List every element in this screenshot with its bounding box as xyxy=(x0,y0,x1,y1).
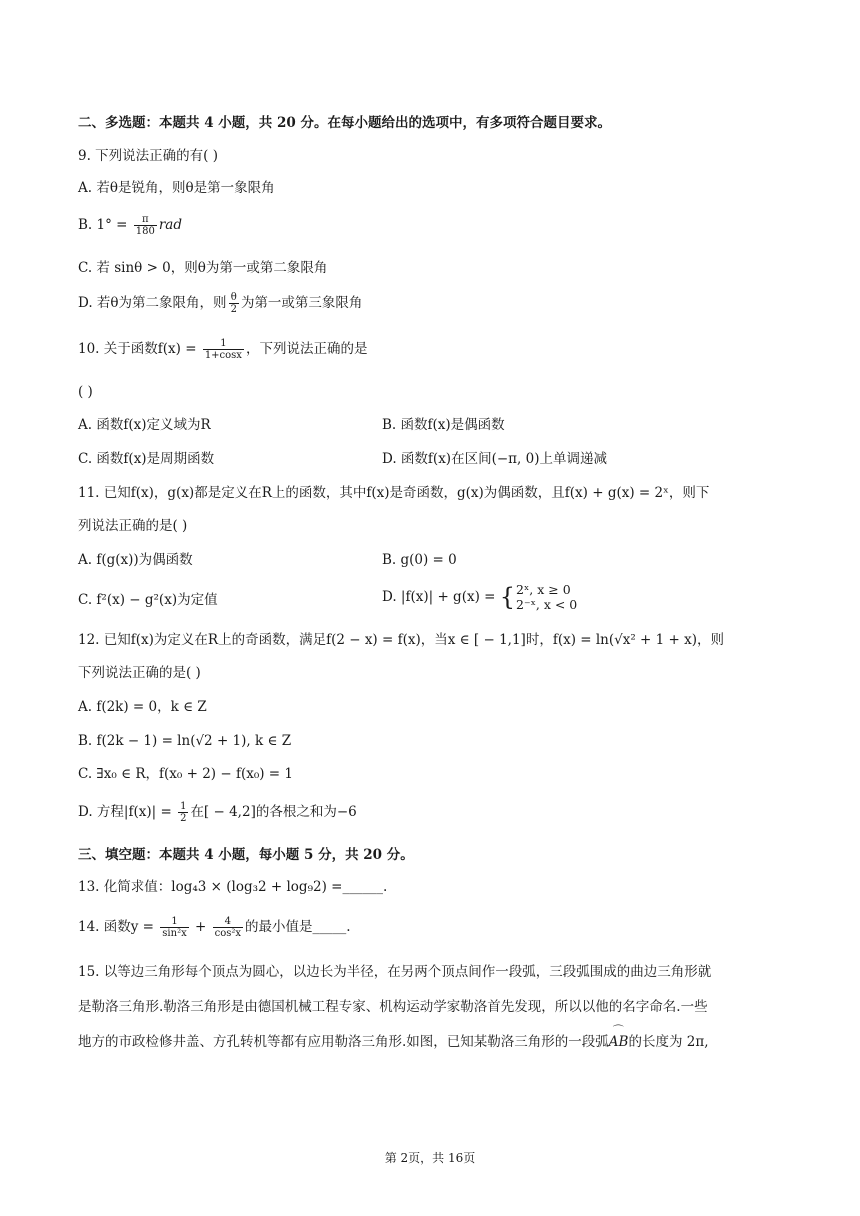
question-9-stem: 9. 下列说法正确的有( ) xyxy=(78,148,218,164)
fraction: $\frac{1}{2}$ xyxy=(180,801,187,824)
question-11-option-a: A. f(g(x))为偶函数 xyxy=(78,552,193,568)
question-9-option-d: D. 若θ为第二象限角，则 $\frac{\theta}{2}$ 为第一或第三象限角 xyxy=(78,292,363,315)
fraction: $\frac{4}{\text{cos²x}}$ xyxy=(214,916,242,939)
question-12-stem-line2: 下列说法正确的是( ) xyxy=(78,665,201,681)
fraction: $\frac{\pi}{180}$ xyxy=(135,214,155,237)
question-12-stem-line1: 12. 已知f(x)为定义在R上的奇函数，满足f(2 − x) = f(x)，当x ∈ [ − 1,1]时，f(x) = ln(√x² + 1 + x)，则 xyxy=(78,632,725,648)
question-10-option-c: C. 函数f(x)是周期函数 xyxy=(78,451,215,467)
section-header-multiple-choice: 二、多选题：本题共 4 小题，共 20 分。在每小题给出的选项中，有多项符合题目要求。 xyxy=(78,115,611,131)
question-12-option-b: B. f(2k − 1) = ln(√2 + 1), k ∈ Z xyxy=(78,733,292,749)
question-13: 13. 化简求值：log₄3 × (log₃2 + log₉2) =______. xyxy=(78,879,388,895)
question-11-option-b: B. g(0) = 0 xyxy=(382,552,457,568)
question-15-line1: 15. 以等边三角形每个顶点为圆心，以边长为半径，在另两个顶点间作一段弧，三段弧围成的曲边三角形就 xyxy=(78,964,712,980)
question-10-paren: ( ) xyxy=(78,384,93,400)
question-9-option-a: A. 若θ是锐角，则θ是第一象限角 xyxy=(78,180,275,196)
question-11-option-d: D. |f(x)| + g(x) = { 2ˣ, x ≥ 0 2⁻ˣ, x < 0 xyxy=(382,582,578,612)
question-15-line2: 是勒洛三角形.勒洛三角形是由德国机械工程专家、机构运动学家勒洛首先发现，所以以他的名字命名.一些 xyxy=(78,999,708,1015)
arc-icon: ⌒ xyxy=(612,1024,624,1037)
question-12-option-a: A. f(2k) = 0，k ∈ Z xyxy=(78,699,207,715)
question-10-option-a: A. 函数f(x)定义域为R xyxy=(78,417,211,433)
question-14: 14. 函数y = $\frac{1}{\text{sin²x}}$ + $\frac{4}{\text{cos²x}}$ 的最小值是_____. xyxy=(78,916,351,939)
question-11-option-c: C. f²(x) − g²(x)为定值 xyxy=(78,592,218,608)
question-12-option-c: C. ∃x₀ ∈ R，f(x₀ + 2) − f(x₀) = 1 xyxy=(78,766,293,782)
question-10-stem: 10. 关于函数f(x) = $\frac{1}{1+\cos x}$ ，下列说法正确的是 xyxy=(78,338,368,361)
section-header-fill-in: 三、填空题：本题共 4 小题，每小题 5 分，共 20 分。 xyxy=(78,847,414,863)
question-9-option-b: B. 1° = $\frac{\pi}{180}$ rad xyxy=(78,214,182,237)
fraction: $\frac{\theta}{2}$ xyxy=(230,292,237,315)
question-11-stem-line1: 11. 已知f(x)，g(x)都是定义在R上的函数，其中f(x)是奇函数，g(x)为偶函数，且f(x) + g(x) = 2ˣ，则下 xyxy=(78,485,710,501)
piecewise-cases: 2ˣ, x ≥ 0 2⁻ˣ, x < 0 xyxy=(516,582,578,612)
question-12-option-d: D. 方程|f(x)| = $\frac{1}{2}$ 在[ − 4,2]的各根之和为−6 xyxy=(78,801,357,824)
page-footer: 第 2页，共 16页 xyxy=(384,1151,476,1165)
question-9-option-c: C. 若 sinθ > 0，则θ为第一或第二象限角 xyxy=(78,260,328,276)
fraction: $\frac{1}{1+\cos x}$ xyxy=(204,338,242,361)
question-15-line3: 地方的市政检修井盖、方孔转机等都有应用勒洛三角形.如图，已知某勒洛三角形的一段弧 ⌒ AB的长度为 2π, xyxy=(78,1032,709,1052)
question-11-stem-line2: 列说法正确的是( ) xyxy=(78,518,188,534)
question-10-option-b: B. 函数f(x)是偶函数 xyxy=(382,417,505,433)
brace-icon: { xyxy=(499,583,516,611)
arc-notation: ⌒ AB xyxy=(609,1032,629,1052)
question-10-option-d: D. 函数f(x)在区间(−π, 0)上单调递减 xyxy=(382,451,607,467)
fraction: $\frac{1}{\text{sin²x}}$ xyxy=(162,916,187,939)
